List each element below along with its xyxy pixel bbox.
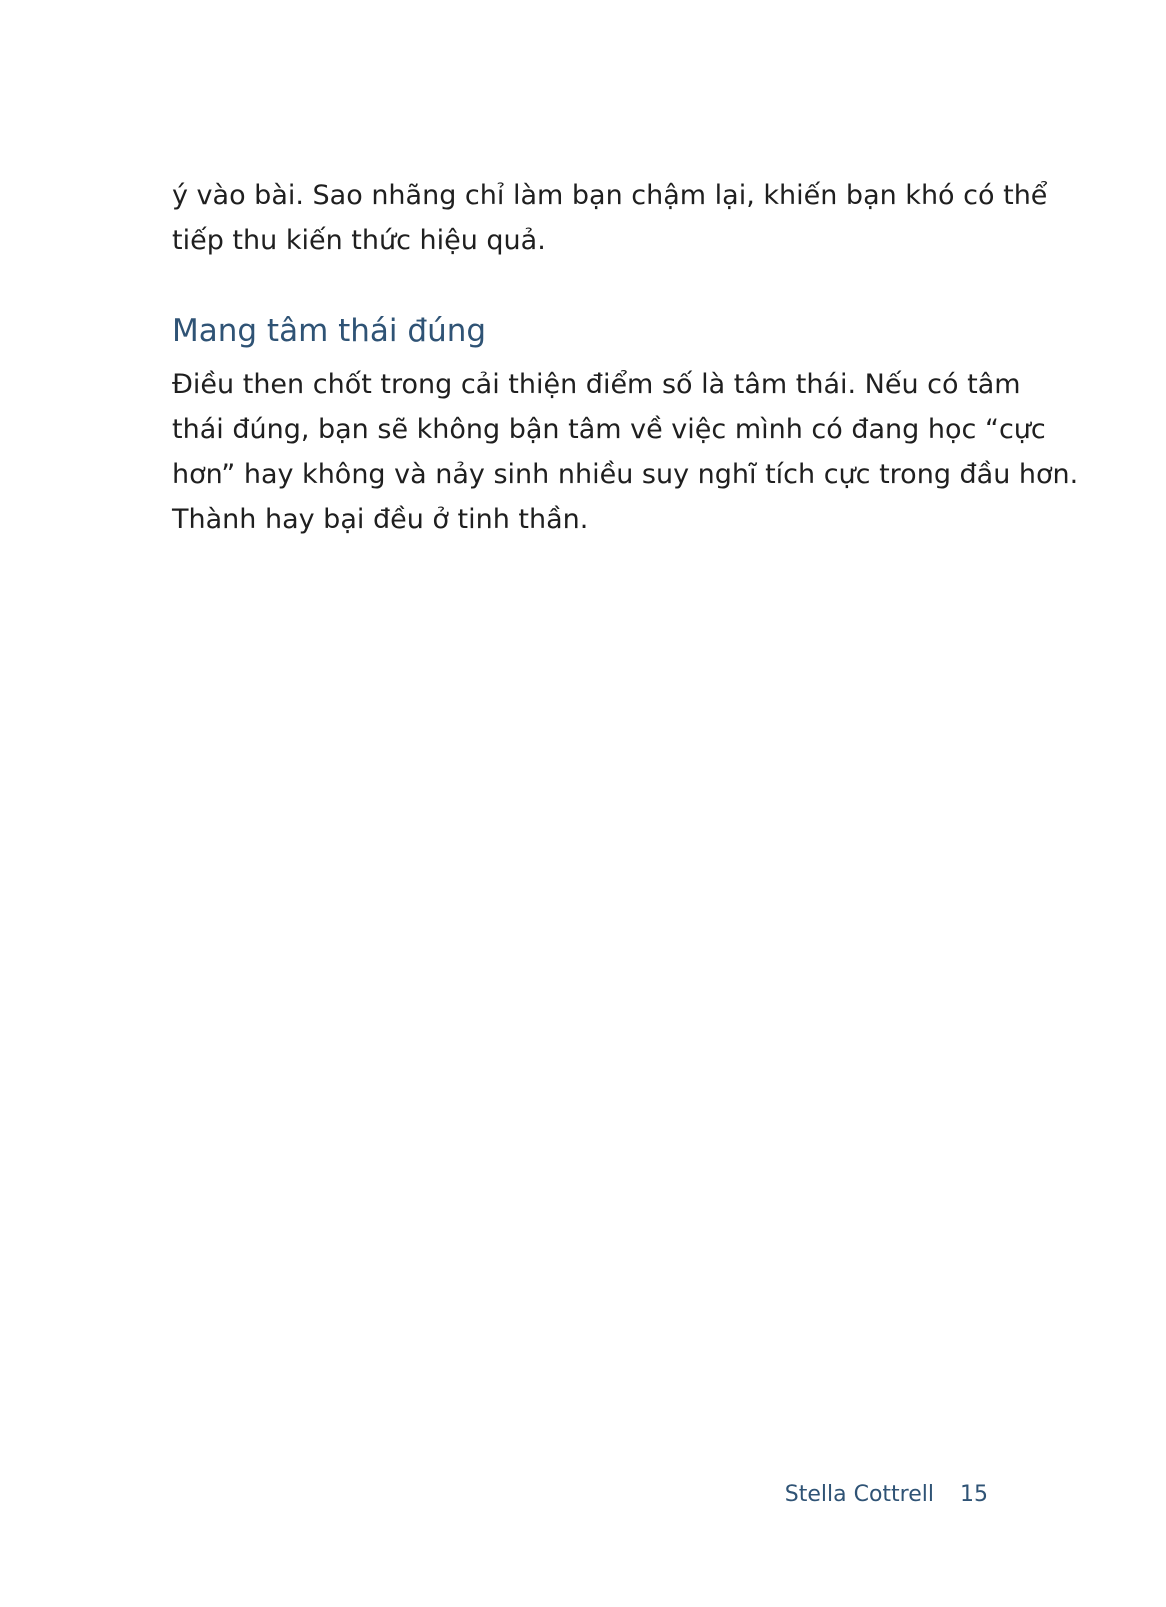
section-heading: Mang tâm thái đúng: [172, 313, 487, 349]
page-number: 15: [960, 1482, 988, 1507]
paragraph-line: ý vào bài. Sao nhãng chỉ làm bạn chậm lại, khiến bạn khó có thể: [172, 180, 1048, 211]
footer-author: Stella Cottrell: [784, 1482, 934, 1507]
page-footer: [785, 1480, 988, 1510]
paragraph-line: Thành hay bại đều ở tinh thần.: [172, 504, 589, 535]
paragraph-line: Điều then chốt trong cải thiện điểm số là tâm thái. Nếu có tâm: [172, 369, 1021, 400]
section-paragraph: [172, 362, 1079, 542]
paragraph-continued: [172, 173, 1048, 263]
paragraph-line: tiếp thu kiến thức hiệu quả.: [172, 225, 546, 256]
paragraph-line: thái đúng, bạn sẽ không bận tâm về việc mình có đang học “cực: [172, 414, 1046, 445]
paragraph-line: hơn” hay không và nảy sinh nhiều suy nghĩ tích cực trong đầu hơn.: [172, 459, 1079, 490]
